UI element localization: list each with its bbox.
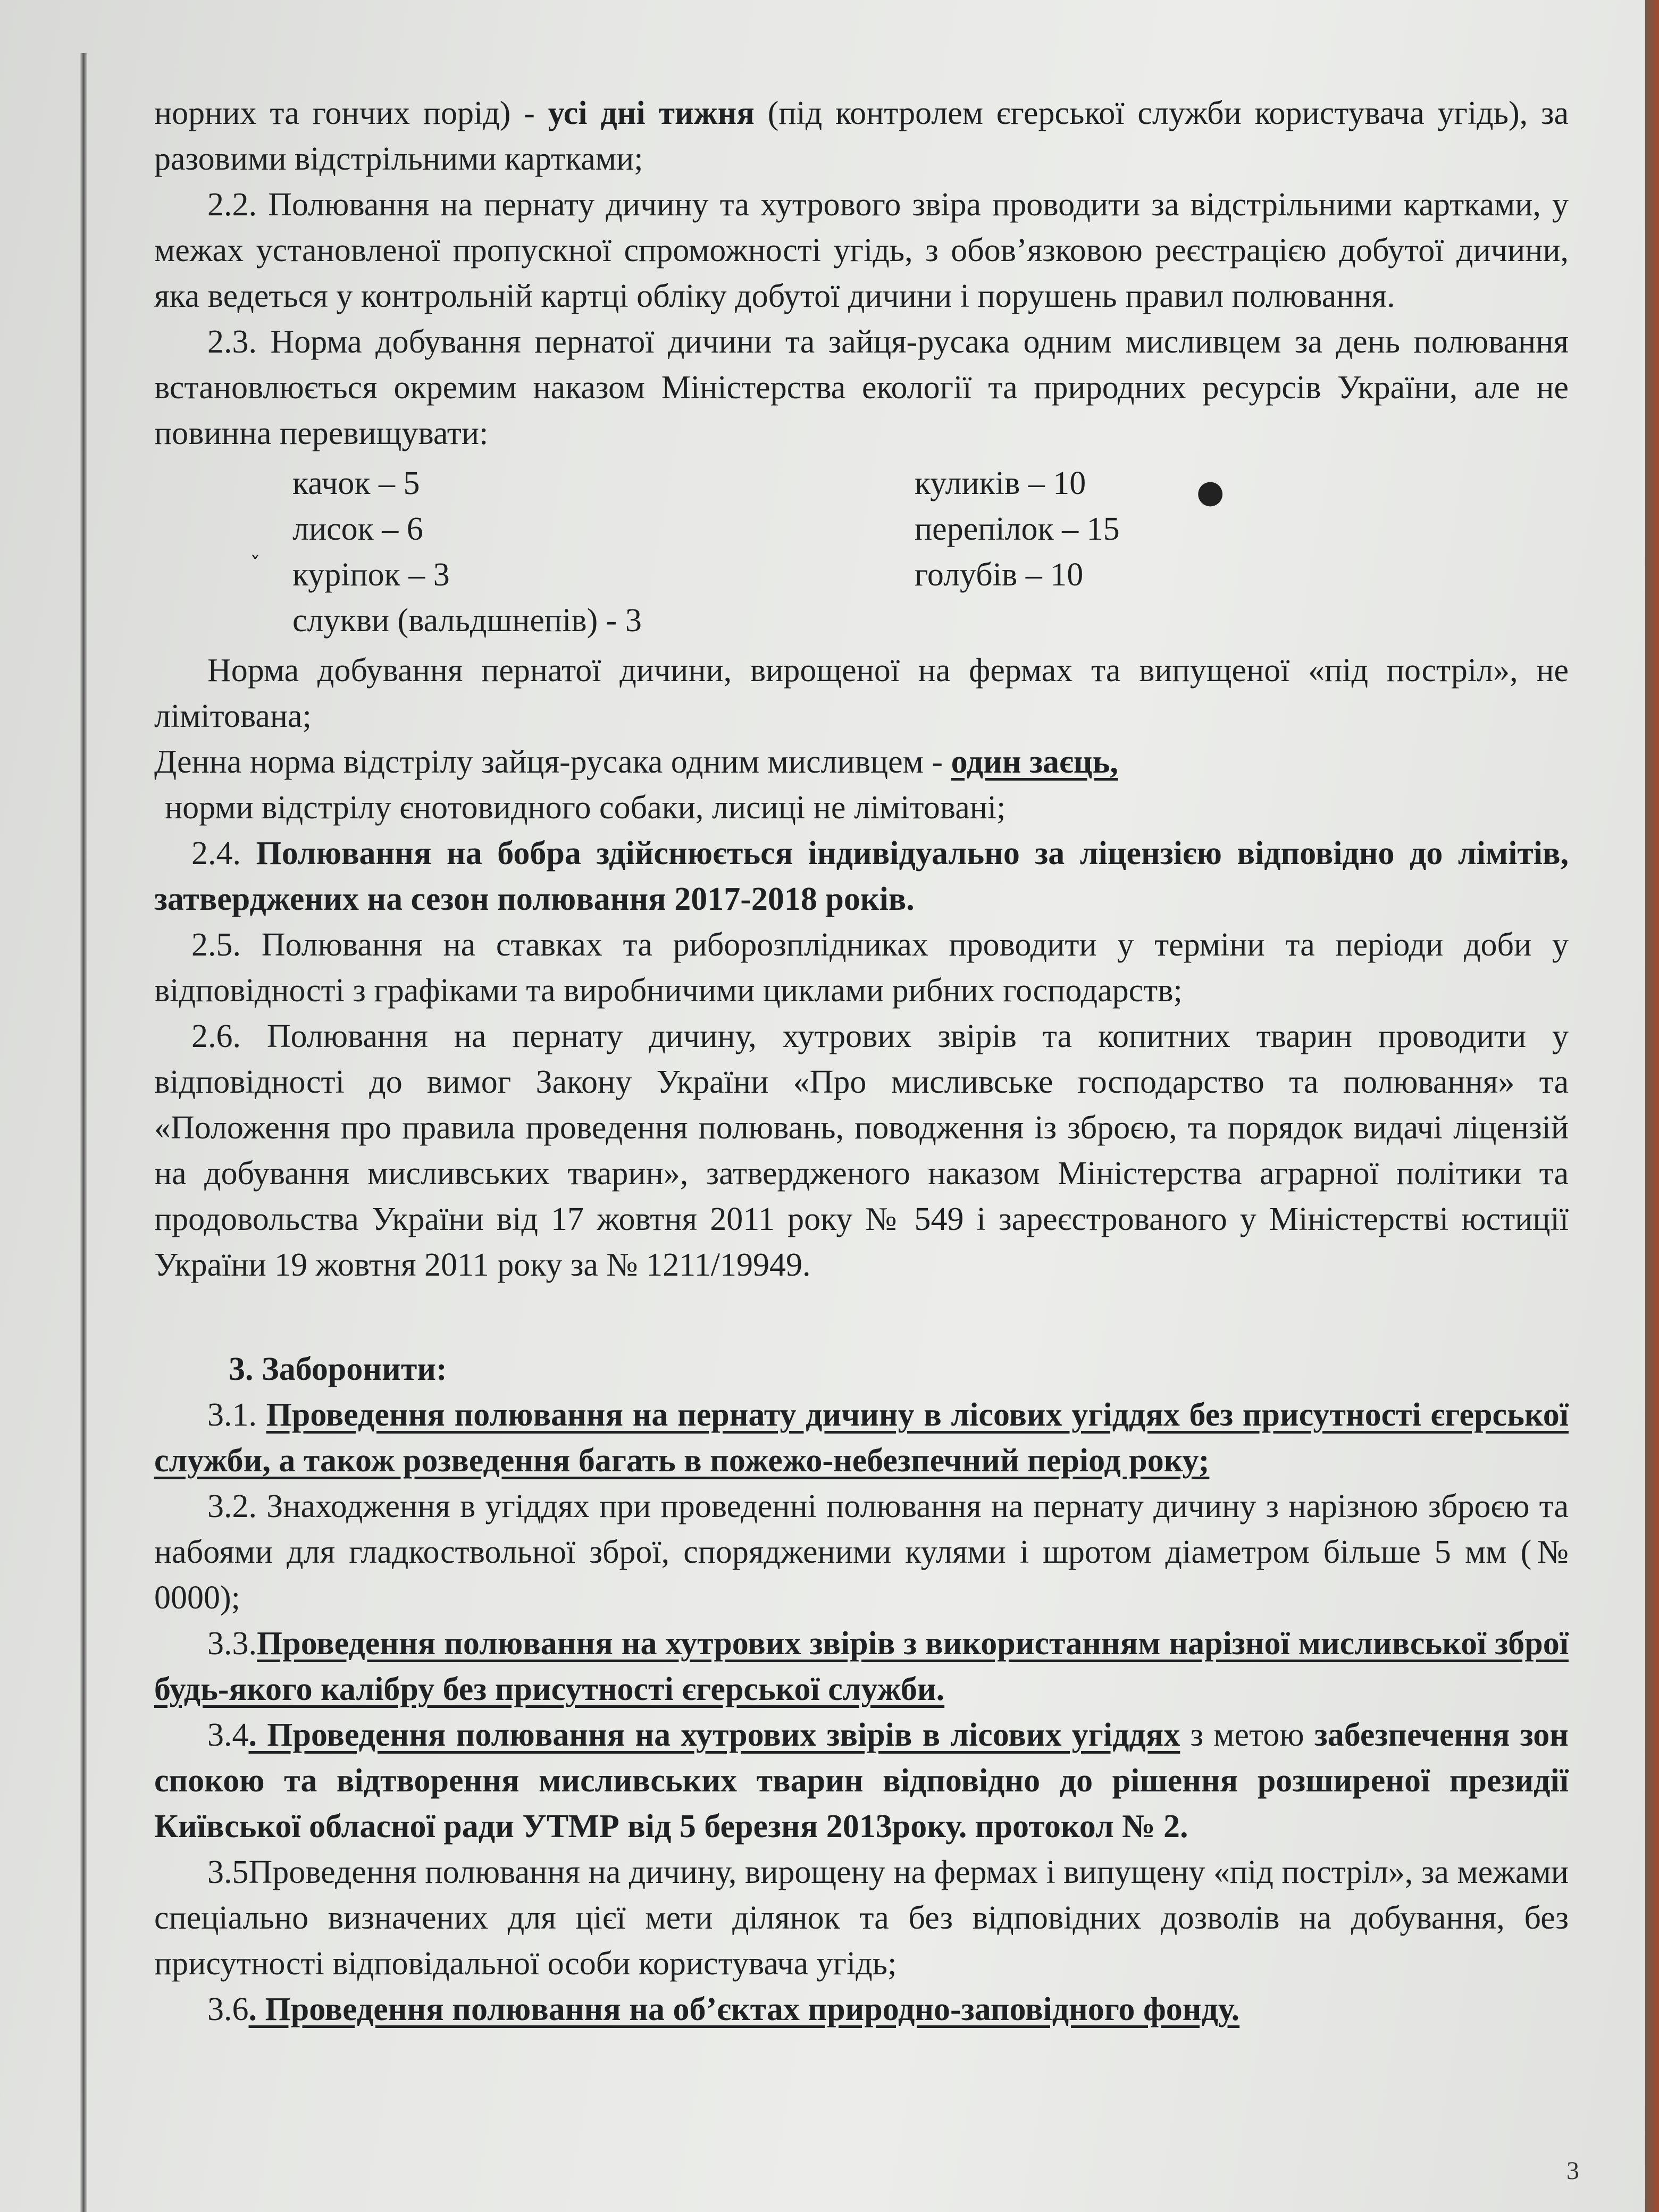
paragraph-3-3: 3.3.Проведення полювання на хутрових звірів з використанням нарізної мисливської зброї будь-якого калібру без присутності єгерської служби. <box>154 1626 1569 1707</box>
limit-item: слукви (вальдшнепів) - 3 <box>292 602 642 639</box>
paragraph-hare-limit: Денна норма відстрілу зайця-русака одним мисливцем - один заєць, <box>154 744 1118 780</box>
limit-item: качок – 5 <box>292 465 420 501</box>
limit-item <box>915 598 1234 643</box>
paragraph-farm-game: Норма добування пернатої дичини, вирощеної на фермах та випущеної «під постріл», не лімітована; <box>154 652 1569 734</box>
paragraph-2-5: 2.5. Полювання на ставках та риборозплідниках проводити у терміни та періоди доби у відповідності з графіками та виробничими циклами рибних господарств; <box>154 927 1569 1009</box>
background-table-edge <box>1645 0 1659 2212</box>
paragraph-2-4: 2.4. Полювання на бобра здійснюється індивідуально за ліцензією відповідно до лімітів, затверджених на сезон полювання 2017-2018 років. <box>154 835 1569 917</box>
paragraph-2-3: 2.3. Норма добування пернатої дичини та зайця-русака одним мисливцем за день полювання встановлюється окремим наказом Міністерства екології та природних ресурсів України, але не повинна перевищувати: <box>154 324 1569 451</box>
paragraph-3-6: 3.6. Проведення полювання на об’єктах природно-заповідного фонду. <box>207 1991 1240 2027</box>
document-body <box>154 90 1569 2032</box>
ink-blot-icon: ● <box>1196 473 1225 510</box>
paragraph-2-2: 2.2. Полювання на пернату дичину та хутрового звіра проводити за відстрільними картками, у межах установленої пропускної спроможності угідь, з обов’язковою реєстрацією добутої дичини, яка ведеться у контрольній картці обліку добутої дичини і порушень правил полювання. <box>154 187 1569 314</box>
limit-item: лисок – 6 <box>292 511 423 547</box>
section-3-heading: 3. Заборонити: <box>229 1351 447 1387</box>
bag-limits-list <box>292 460 1569 643</box>
paragraph-2-6: 2.6. Полювання на пернату дичину, хутрових звірів та копитних тварин проводити у відповідності до вимог Закону України «Про мисливське господарство та полювання» та «Положення про правила проведення полювань, поводження із зброєю, та порядок видачі ліцензій на добування мисливських тварин», затвердженого наказом Міністерства аграрної політики та продовольства України від 17 жовтня 2011 року № 549 і зареєстрованого у Міністерстві юстиції України 19 жовтня 2011 року за № 1211/19949. <box>154 1018 1569 1283</box>
paragraph-3-2: 3.2. Знаходження в угіддях при проведенні полювання на пернату дичину з нарізною зброєю та набоями для гладкоствольної зброї, спорядженими кулями і шротом діаметром більше 5 мм (№ 0000); <box>154 1488 1569 1616</box>
page-shadow-edge <box>80 53 87 2212</box>
limit-item: голубів – 10 <box>915 557 1084 593</box>
paragraph-3-4: 3.4. Проведення полювання на хутрових звірів в лісових угіддях з метою забезпечення зон спокою та відтворення мисливських тварин відповідно до рішення розширеної президії Київської обласної ради УТМР від 5 березня 2013року. протокол № 2. <box>154 1717 1569 1845</box>
limit-item: курiпок – 3 <box>292 557 450 593</box>
paragraph-3-5: 3.5Проведення полювання на дичину, вирощену на фермах і випущену «під постріл», за межами спеціально визначених для цієї мети ділянок та без відповідних дозволів на добування, без присутності відповідальної особи користувача угідь; <box>154 1854 1569 1982</box>
limit-item: перепілок – 15 <box>915 511 1120 547</box>
paragraph-2-1-cont: норних та гончих порід) - усі дні тижня (під контролем єгерської служби користувача угідь), за разовими відстрільними картками; <box>154 95 1569 177</box>
limit-item: куликів – 10 <box>915 465 1086 501</box>
spacer <box>154 1288 1569 1346</box>
paragraph-fox-limit: норми відстрілу єнотовидного собаки, лисиці не лімітовані; <box>165 790 1006 826</box>
page-number: 3 <box>1566 2157 1579 2185</box>
pencil-mark-icon: ˇ <box>250 553 261 577</box>
paragraph-3-1: 3.1. Проведення полювання на пернату дичину в лісових угіддях без присутності єгерської служби, а також розведення багать в пожежо-небезпечний період року; <box>154 1397 1569 1479</box>
